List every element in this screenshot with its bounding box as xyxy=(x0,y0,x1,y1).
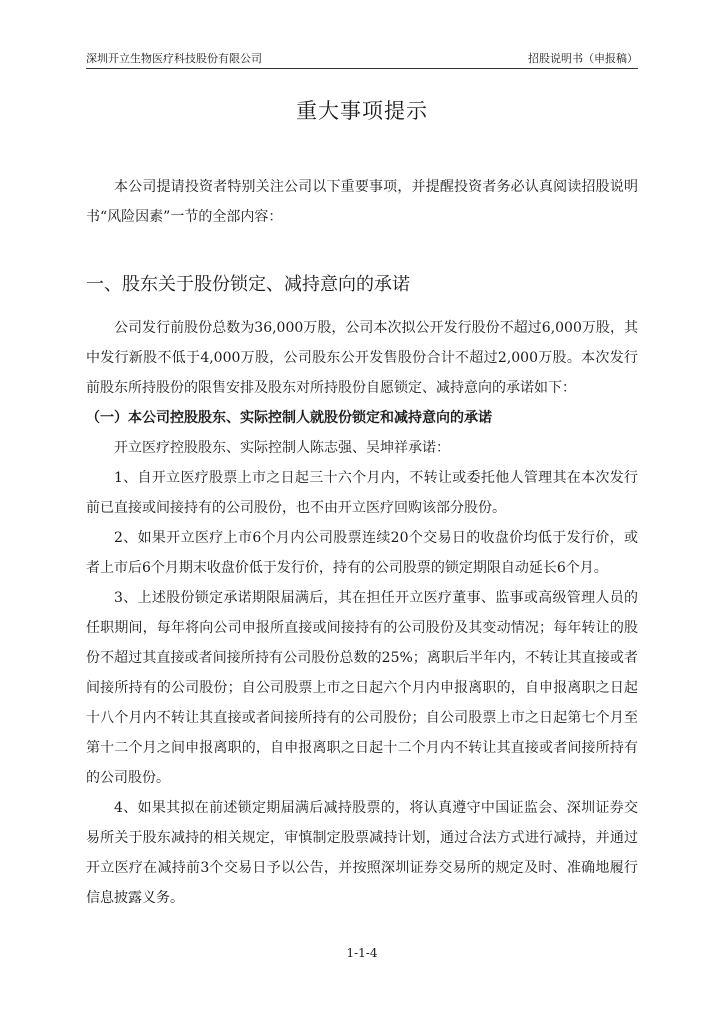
page-number: 1-1-4 xyxy=(346,946,378,960)
share-capital-paragraph: 公司发行前股份总数为36,000万股，公司本次拟公开发行股份不超过6,000万股，其中发行新股不低于4,000万股，公司股东公开发售股份合计不超过2,000万股。本次发行前股东所持股份的限售安排及股东对所持股份自愿锁定、减持意向的承诺如下： xyxy=(86,320,638,396)
page-header xyxy=(86,48,638,69)
commitment-item-4: 4、如果其拟在前述锁定期届满后减持股票的，将认真遵守中国证监会、深圳证券交易所关于股东减持的相关规定，审慎制定股票减持计划，通过合法方式进行减持，并通过开立医疗在减持前3个交易日予以公告，并按照深圳证券交易所的规定及时、准确地履行信息披露义务。 xyxy=(86,800,638,906)
intro-section xyxy=(86,172,638,232)
section-body xyxy=(86,313,638,913)
header-document-type: 招股说明书（申报稿） xyxy=(528,52,638,65)
header-company-name: 深圳开立生物医疗科技股份有限公司 xyxy=(86,52,262,65)
commitment-item-1: 1、自开立医疗股票上市之日起三十六个月内，不转让或委托他人管理其在本次发行前已直接或间接持有的公司股份，也不由开立医疗回购该部分股份。 xyxy=(86,470,638,516)
intro-paragraph: 本公司提请投资者特别关注公司以下重要事项，并提醒投资者务必认真阅读招股说明书“风险因素”一节的全部内容： xyxy=(86,179,638,225)
page-title: 重大事项提示 xyxy=(296,99,428,123)
commitment-item-2: 2、如果开立医疗上市6个月内公司股票连续20个交易日的收盘价均低于发行价，或者上市后6个月期末收盘价低于发行价，持有的公司股票的锁定期限自动延长6个月。 xyxy=(86,530,638,576)
section-heading: 一、股东关于股份锁定、减持意向的承诺 xyxy=(86,274,410,295)
subsection-heading: （一）本公司控股股东、实际控制人就股份锁定和减持意向的承诺 xyxy=(86,410,492,426)
commitment-intro-paragraph: 开立医疗控股股东、实际控制人陈志强、吴坤祥承诺： xyxy=(114,440,450,456)
commitment-item-3: 3、上述股份锁定承诺期限届满后，其在担任开立医疗董事、监事或高级管理人员的任职期间，每年将向公司申报所直接或间接持有的公司股份及其变动情况；每年转让的股份不超过其直接或者间接所持有公司股份总数的25%；离职后半年内，不转让其直接或者间接所持有的公司股份；自公司股票上市之日起六个月内申报离职的，自申报离职之日起十八个月内不转让其直接或者间接所持有的公司股份；自公司股票上市之日起第七个月至第十二个月之间申报离职的，自申报离职之日起十二个月内不转让其直接或者间接所持有的公司股份。 xyxy=(86,590,638,786)
